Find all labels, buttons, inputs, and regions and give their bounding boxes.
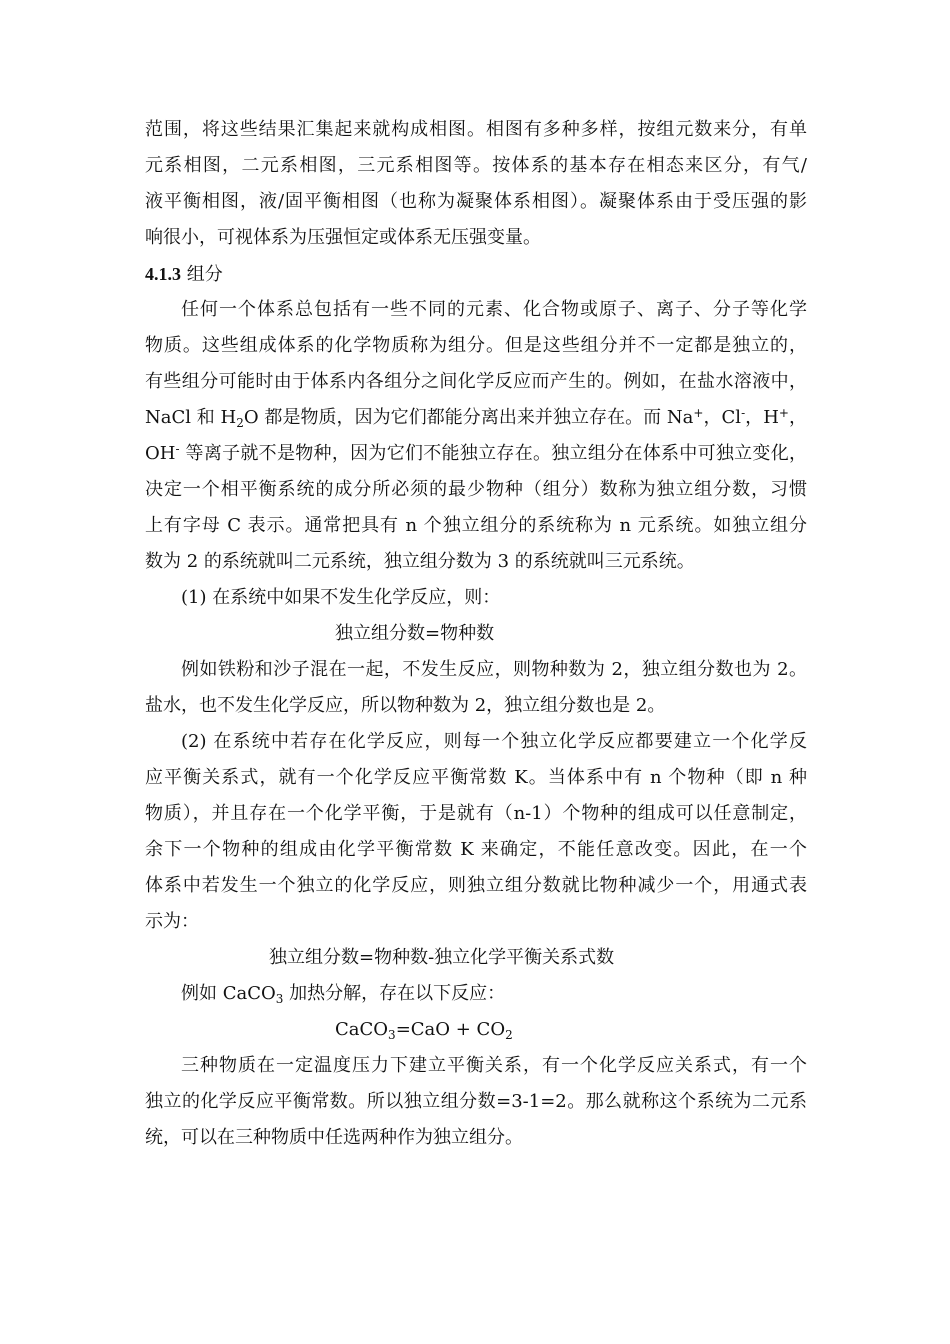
reaction-equation: [145, 1012, 807, 1048]
text-fragment: 等离子就不是物种，因为它们不能独立存在。独立组分在体系中可独立变化，: [179, 443, 807, 464]
section-heading: [145, 256, 807, 292]
para1-line-7: 上有字母 C 表示。通常把具有 n 个独立组分的系统称为 n 元系统。如独立组分: [145, 515, 807, 536]
para1-line-4: [145, 400, 807, 436]
text-fragment: 加热分解，存在以下反应：: [283, 983, 506, 1004]
text-fragment: NaCl 和 H: [145, 407, 237, 428]
text-fragment: CaCO: [335, 1019, 389, 1040]
intro-line-2: 元系相图，二元系相图，三元系相图等。按体系的基本存在相态来区分，有气/: [145, 155, 807, 176]
intro-paragraph: [145, 112, 807, 256]
intro-line-3: 液平衡相图，液/固平衡相图（也称为凝聚体系相图）。凝聚体系由于受压强的影: [145, 191, 807, 212]
superscript: +: [778, 406, 789, 420]
components-paragraph: [145, 292, 807, 580]
section-number: 4.1.3: [145, 264, 181, 284]
intro-line-1: 范围，将这些结果汇集起来就构成相图。相图有多种多样，按组元数来分，有单: [145, 119, 807, 140]
superscript: -: [175, 442, 180, 456]
text-fragment: OH: [145, 443, 176, 464]
para1-line-3: 有些组分可能时由于体系内各组分之间化学反应而产生的。例如，在盐水溶液中，: [145, 371, 807, 392]
superscript: -: [741, 406, 746, 420]
text-fragment: O 都是物质，因为它们都能分离出来并独立存在。而 Na: [243, 407, 694, 428]
case2-line-1: (2) 在系统中若存在化学反应，则每一个独立化学反应都要建立一个化学反: [181, 731, 807, 752]
intro-line-4: 响很小，可视体系为压强恒定或体系无压强变量。: [145, 227, 541, 248]
text-fragment: =CaO + CO: [395, 1019, 506, 1040]
conclusion-paragraph: [145, 1048, 807, 1156]
case2-line-2: 应平衡关系式，就有一个化学反应平衡常数 K。当体系中有 n 个物种（即 n 种: [145, 767, 807, 788]
case1-example-line-1: 例如铁粉和沙子混在一起，不发生反应，则物种数为 2，独立组分数也为 2。: [181, 659, 807, 680]
text-fragment: ，Cl: [703, 407, 742, 428]
text-fragment: ，H: [745, 407, 779, 428]
subscript: 3: [388, 1028, 396, 1042]
subscript: 2: [236, 416, 244, 430]
document-page: [145, 112, 807, 1156]
subscript: 2: [505, 1028, 513, 1042]
conclusion-line-1: 三种物质在一定温度压力下建立平衡关系，有一个化学反应关系式，有一个: [181, 1055, 807, 1076]
case1-paragraph: [145, 580, 807, 616]
para1-line-2: 物质。这些组成体系的化学物质称为组分。但是这些组分并不一定都是独立的，: [145, 335, 807, 356]
text-fragment: 例如 CaCO: [181, 983, 276, 1004]
section-title: 组分: [186, 264, 223, 285]
subscript: 3: [275, 992, 284, 1006]
case2-formula: 独立组分数=物种数-独立化学平衡关系式数: [269, 947, 615, 968]
para1-line-5: [145, 436, 807, 472]
case1-formula: 独立组分数=物种数: [335, 623, 495, 644]
superscript: +: [693, 406, 704, 420]
case1-example: [145, 652, 807, 724]
case1-example-line-2: 盐水，也不发生化学反应，所以物种数为 2，独立组分数也是 2。: [145, 695, 666, 716]
case2-paragraph: [145, 724, 807, 940]
para1-line-8: 数为 2 的系统就叫二元系统，独立组分数为 3 的系统就叫三元系统。: [145, 551, 695, 572]
case2-line-4: 余下一个物种的组成由化学平衡常数 K 来确定，不能任意改变。因此，在一个: [145, 839, 807, 860]
case1-text: (1) 在系统中如果不发生化学反应，则：: [181, 587, 501, 608]
para1-line-6: 决定一个相平衡系统的成分所必须的最少物种（组分）数称为独立组分数，习惯: [145, 479, 807, 500]
case2-line-5: 体系中若发生一个独立的化学反应，则独立组分数就比物种减少一个，用通式表: [145, 875, 807, 896]
conclusion-line-2: 独立的化学反应平衡常数。所以独立组分数=3-1=2。那么就称这个系统为二元系: [145, 1091, 807, 1112]
para1-line-1: 任何一个体系总包括有一些不同的元素、化合物或原子、离子、分子等化学: [181, 299, 807, 320]
case2-line-3: 物质），并且存在一个化学平衡，于是就有（n-1）个物种的组成可以任意制定，: [145, 803, 807, 824]
example-intro: [145, 976, 807, 1012]
conclusion-line-3: 统，可以在三种物质中任选两种作为独立组分。: [145, 1127, 523, 1148]
case2-line-6: 示为：: [145, 911, 199, 932]
text-fragment: ，: [788, 407, 808, 428]
